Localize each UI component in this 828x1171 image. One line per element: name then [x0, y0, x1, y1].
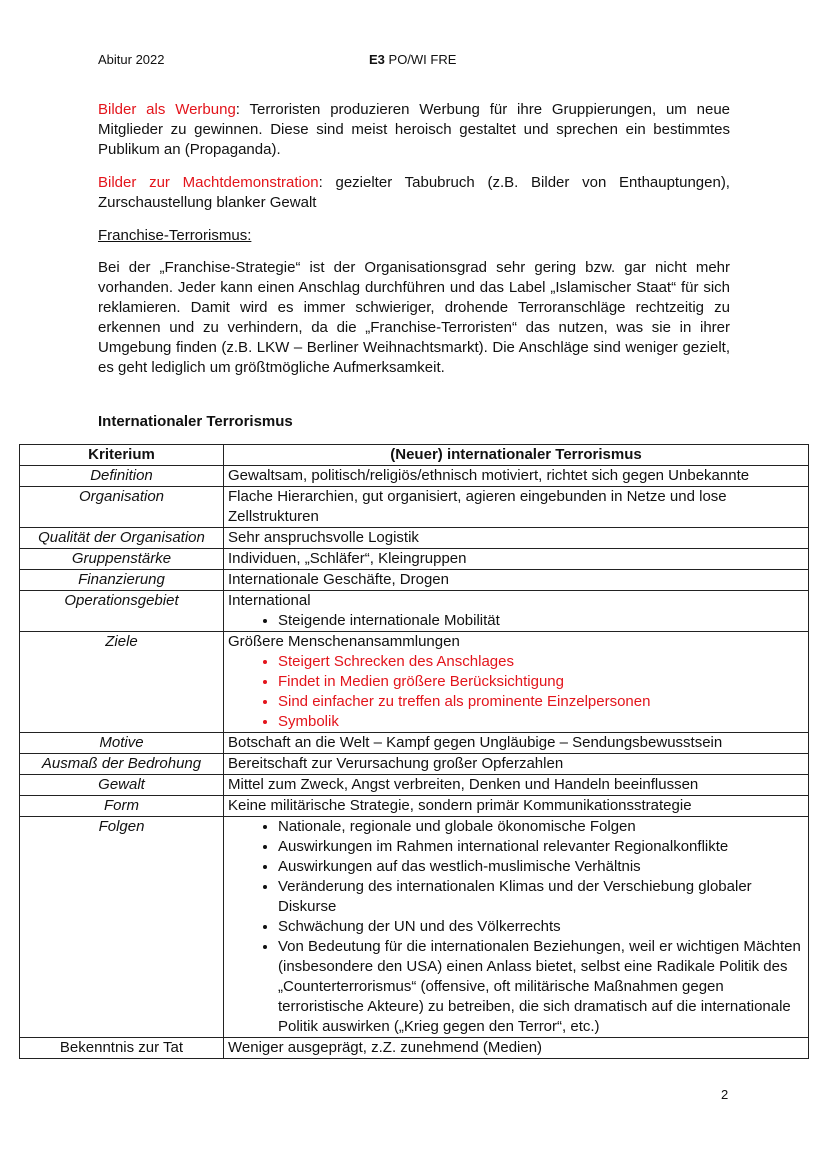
table-row — [20, 632, 809, 733]
paragraph-werbung-lead: Bilder als Werbung — [98, 101, 236, 118]
row-value-ziele — [224, 632, 809, 733]
header-center-rest: PO/WI FRE — [384, 52, 457, 67]
row-value-organisation: Flache Hierarchien, gut organisiert, agieren eingebunden in Netze und lose Zellstrukturen — [224, 487, 809, 528]
section-title: Internationaler Terrorismus — [98, 413, 293, 430]
folgen-list — [228, 817, 804, 1037]
paragraph-werbung — [98, 100, 730, 160]
list-item: • Findet in Medien größere Berücksichtigung — [278, 672, 804, 692]
paragraph-machtdemonstration — [98, 173, 730, 213]
operationsgebiet-list — [228, 611, 804, 631]
table-row — [20, 591, 809, 632]
ziele-text: Größere Menschenansammlungen — [228, 633, 460, 650]
list-item: • Von Bedeutung für die internationalen Beziehungen, weil er wichtigen Mächten (insbesondere den USA) einen Anlass bietet, selbst eine Radikale Politik des „Counterterrorismus“ (offensive, oft militärische Maßnahmen gegen terroristische Akteure) zu betreiben, die sich dramatisch auf die internationale Politik auswirken („Krieg gegen den Terror“, etc.) — [278, 937, 804, 1037]
row-value-bekenntnis: Weniger ausgeprägt, z.Z. zunehmend (Medien) — [224, 1038, 809, 1059]
terrorism-table — [19, 444, 809, 1059]
table-row — [20, 570, 809, 591]
row-key-ausmass: Ausmaß der Bedrohung — [20, 754, 224, 775]
row-key-qualitaet: Qualität der Organisation — [20, 528, 224, 549]
row-value-folgen — [224, 817, 809, 1038]
row-key-gruppenstaerke: Gruppenstärke — [20, 549, 224, 570]
list-item: • Auswirkungen auf das westlich-muslimische Verhältnis — [278, 857, 804, 877]
list-item: • Nationale, regionale und globale ökonomische Folgen — [278, 817, 804, 837]
row-key-definition: Definition — [20, 466, 224, 487]
row-key-operationsgebiet: Operationsgebiet — [20, 591, 224, 632]
table-row — [20, 775, 809, 796]
row-value-motive: Botschaft an die Welt – Kampf gegen Ungläubige – Sendungsbewusstsein — [224, 733, 809, 754]
list-item: • Auswirkungen im Rahmen international relevanter Regionalkonflikte — [278, 837, 804, 857]
table-row — [20, 1038, 809, 1059]
table-row — [20, 528, 809, 549]
header-center — [369, 52, 456, 67]
table-row — [20, 733, 809, 754]
table-row — [20, 549, 809, 570]
table-row — [20, 796, 809, 817]
franchise-heading: Franchise-Terrorismus: — [98, 227, 252, 244]
row-key-finanzierung: Finanzierung — [20, 570, 224, 591]
row-value-gruppenstaerke: Individuen, „Schläfer“, Kleingruppen — [224, 549, 809, 570]
row-key-form: Form — [20, 796, 224, 817]
row-key-ziele: Ziele — [20, 632, 224, 733]
header-left: Abitur 2022 — [98, 52, 165, 67]
paragraph-macht-text: : gezielter Tabubruch (z.B. Bilder von Enthauptungen), Zurschaustellung blanker Gewalt — [98, 174, 730, 211]
row-value-ausmass: Bereitschaft zur Verursachung großer Opferzahlen — [224, 754, 809, 775]
paragraph-macht-lead: Bilder zur Machtdemonstration — [98, 174, 319, 191]
list-item: • Veränderung des internationalen Klimas und der Verschiebung globaler Diskurse — [278, 877, 804, 917]
row-key-bekenntnis: Bekenntnis zur Tat — [20, 1038, 224, 1059]
row-value-form: Keine militärische Strategie, sondern primär Kommunikationsstrategie — [224, 796, 809, 817]
row-value-qualitaet: Sehr anspruchsvolle Logistik — [224, 528, 809, 549]
table-header-kriterium: Kriterium — [20, 445, 224, 466]
row-key-gewalt: Gewalt — [20, 775, 224, 796]
table-row — [20, 817, 809, 1038]
list-item: • Schwächung der UN und des Völkerrechts — [278, 917, 804, 937]
table-header-row — [20, 445, 809, 466]
paragraph-werbung-text: : Terroristen produzieren Werbung für ihre Gruppierungen, um neue Mitglieder zu gewinnen. Diese sind meist heroisch gestaltet und sprechen ein bestimmtes Publikum an (Propaganda). — [98, 101, 730, 158]
row-key-motive: Motive — [20, 733, 224, 754]
page-number: 2 — [721, 1087, 729, 1102]
row-key-organisation: Organisation — [20, 487, 224, 528]
row-key-folgen: Folgen — [20, 817, 224, 1038]
table-row — [20, 487, 809, 528]
row-value-gewalt: Mittel zum Zweck, Angst verbreiten, Denken und Handeln beeinflussen — [224, 775, 809, 796]
row-value-operationsgebiet — [224, 591, 809, 632]
ziele-list — [228, 652, 804, 732]
operationsgebiet-text: International — [228, 592, 311, 609]
table-header-terrorismus: (Neuer) internationaler Terrorismus — [224, 445, 809, 466]
list-item: • Steigende internationale Mobilität — [278, 611, 804, 631]
list-item: • Sind einfacher zu treffen als prominente Einzelpersonen — [278, 692, 804, 712]
table-row — [20, 466, 809, 487]
row-value-definition: Gewaltsam, politisch/religiös/ethnisch motiviert, richtet sich gegen Unbekannte — [224, 466, 809, 487]
table-row — [20, 754, 809, 775]
paragraph-franchise: Bei der „Franchise-Strategie“ ist der Organisationsgrad sehr gering bzw. gar nicht mehr vorhanden. Jeder kann einen Anschlag durchführen und das Label „Islamischer Staat“ für sich reklamieren. Damit wird es immer schwieriger, drohende Terroranschläge rechtzeitig zu erkennen und zu verhindern, da die „Franchise-Terroristen“ das nutzen, was sie in ihrer Umgebung finden (z.B. LKW – Berliner Weihnachtsmarkt). Die Anschläge sind weniger gezielt, es geht lediglich um größtmögliche Aufmerksamkeit. — [98, 259, 730, 376]
row-value-finanzierung: Internationale Geschäfte, Drogen — [224, 570, 809, 591]
list-item: • Symbolik — [278, 712, 804, 732]
list-item: • Steigert Schrecken des Anschlages — [278, 652, 804, 672]
header-center-bold: E3 — [369, 52, 385, 67]
